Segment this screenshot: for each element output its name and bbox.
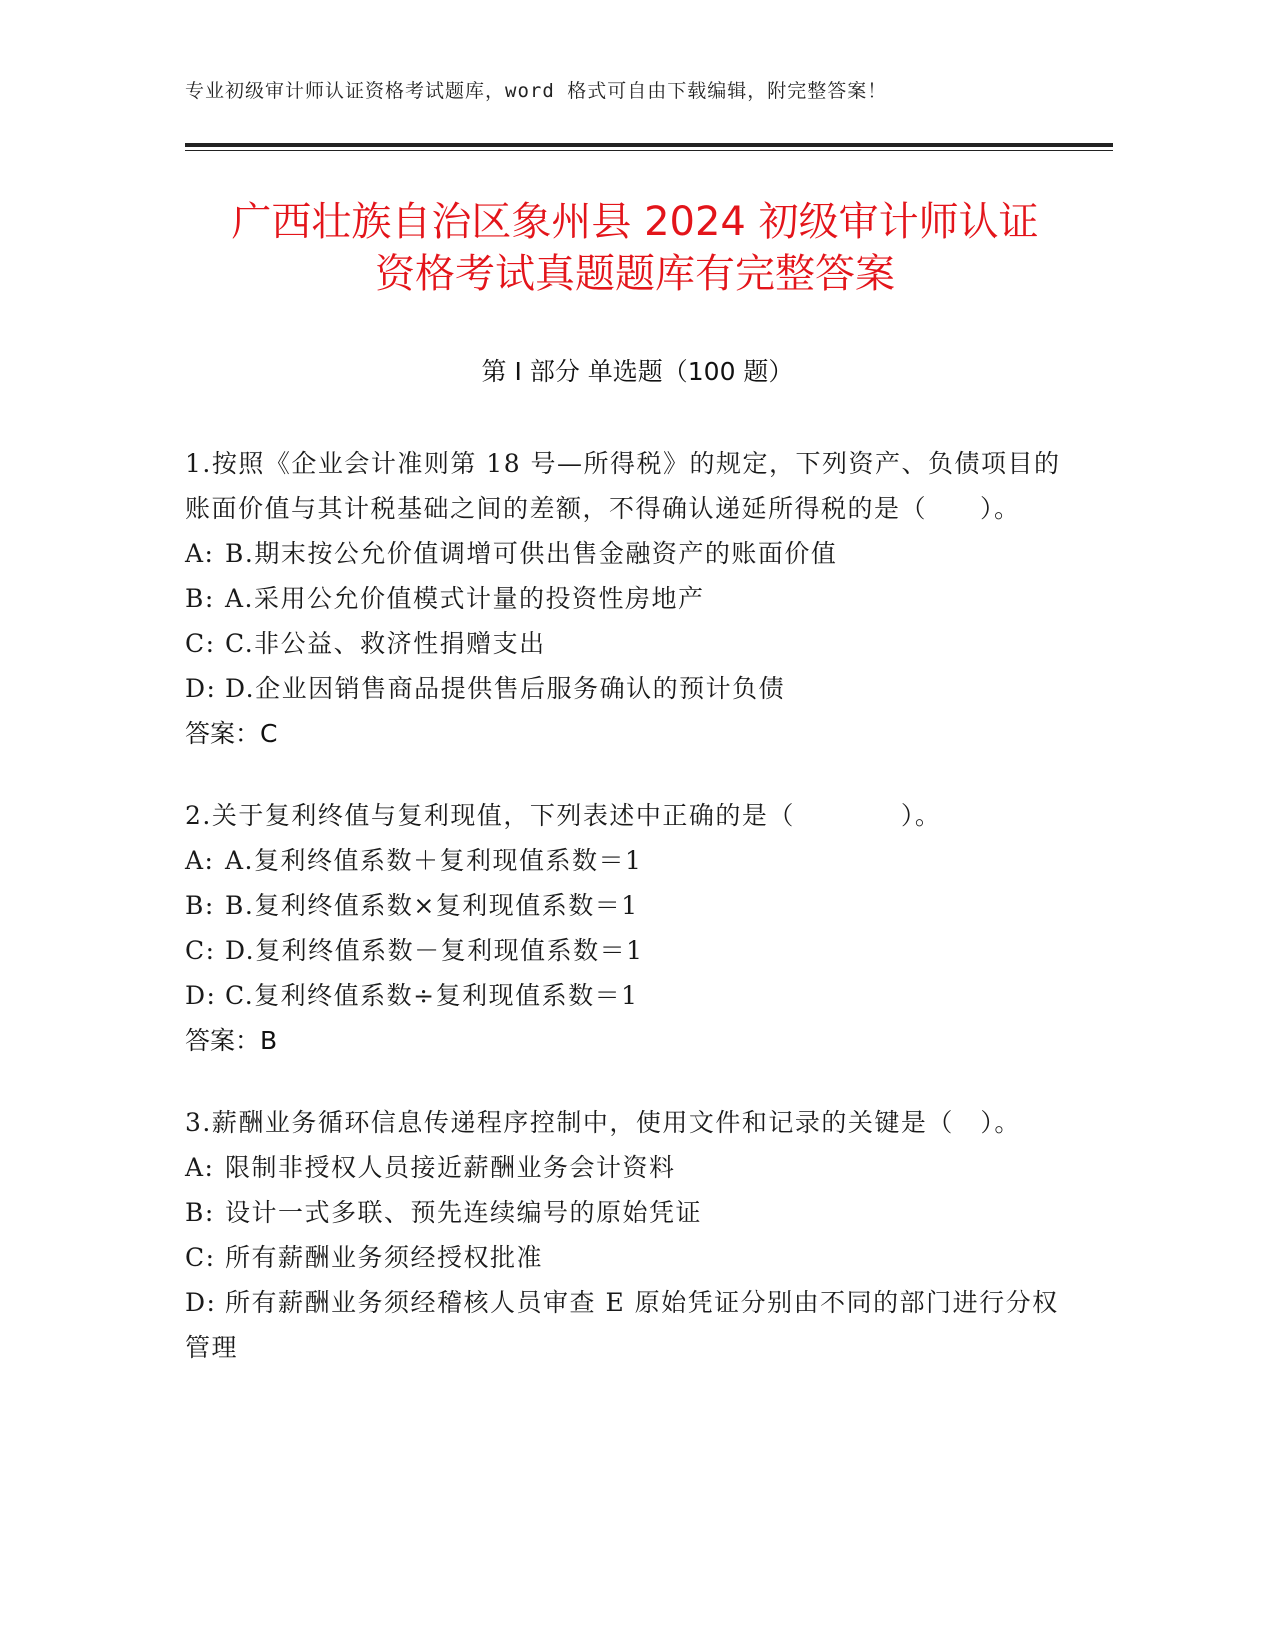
question-2 [185,793,1075,1063]
option-text: B.复利终值系数×复利现值系数＝1 [225,891,639,920]
option-prefix: B: [185,584,215,613]
option-text: 设计一式多联、预先连续编号的原始凭证 [225,1198,703,1227]
option-prefix: C: [185,1243,216,1272]
option-c [185,621,1075,666]
option-text: A.采用公允价值模式计量的投资性房地产 [225,584,705,613]
document-title [170,196,1100,300]
option-c [185,1235,1075,1280]
option-prefix: D: [185,1288,217,1317]
option-prefix: D: [185,674,217,703]
option-text: C.非公益、救济性捐赠支出 [225,629,546,658]
option-d [185,1280,1075,1370]
option-text: 限制非授权人员接近薪酬业务会计资料 [225,1153,676,1182]
option-b [185,576,1075,621]
option-prefix: B: [185,891,215,920]
option-d [185,973,1075,1018]
answer-label: 答案：C [185,719,278,748]
question-list [185,441,1075,1407]
option-a [185,1145,1075,1190]
option-text: 所有薪酬业务须经授权批准 [225,1243,544,1272]
option-text: A.复利终值系数＋复利现值系数＝1 [225,846,643,875]
question-3 [185,1100,1075,1370]
option-d [185,666,1075,711]
option-prefix: B: [185,1198,215,1227]
header-divider-thick [185,143,1113,147]
option-text: B.期末按公允价值调增可供出售金融资产的账面价值 [225,539,838,568]
option-b [185,1190,1075,1235]
option-prefix: A: [185,846,215,875]
option-prefix: C: [185,629,216,658]
option-text: D.复利终值系数－复利现值系数＝1 [225,936,644,965]
title-line-1: 广西壮族自治区象州县 2024 初级审计师认证 [231,199,1039,245]
option-text: D.企业因销售商品提供售后服务确认的预计负债 [225,674,786,703]
option-a [185,531,1075,576]
option-text: C.复利终值系数÷复利现值系数＝1 [225,981,639,1010]
option-prefix: C: [185,936,216,965]
question-stem: 1.按照《企业会计准则第 18 号—所得税》的规定，下列资产、负债项目的账面价值与其计税基础之间的差额，不得确认递延所得税的是（ ）。 [185,449,1061,523]
option-a [185,838,1075,883]
answer-label: 答案：B [185,1026,278,1055]
question-1 [185,441,1075,756]
option-b [185,883,1075,928]
option-text: 所有薪酬业务须经稽核人员审查 E 原始凭证分别由不同的部门进行分权管理 [185,1288,1059,1362]
title-line-2: 资格考试真题题库有完整答案 [375,251,895,297]
header-divider-thin [185,150,1113,151]
question-stem: 2.关于复利终值与复利现值，下列表述中正确的是（ ）。 [185,801,942,830]
section-heading: 第 I 部分 单选题（100 题） [481,357,794,386]
question-stem: 3.薪酬业务循环信息传递程序控制中，使用文件和记录的关键是（ ）。 [185,1108,1021,1137]
option-prefix: D: [185,981,217,1010]
option-c [185,928,1075,973]
option-prefix: A: [185,539,215,568]
option-prefix: A: [185,1153,215,1182]
header-note: 专业初级审计师认证资格考试题库，word 格式可自由下载编辑，附完整答案！ [185,80,888,102]
